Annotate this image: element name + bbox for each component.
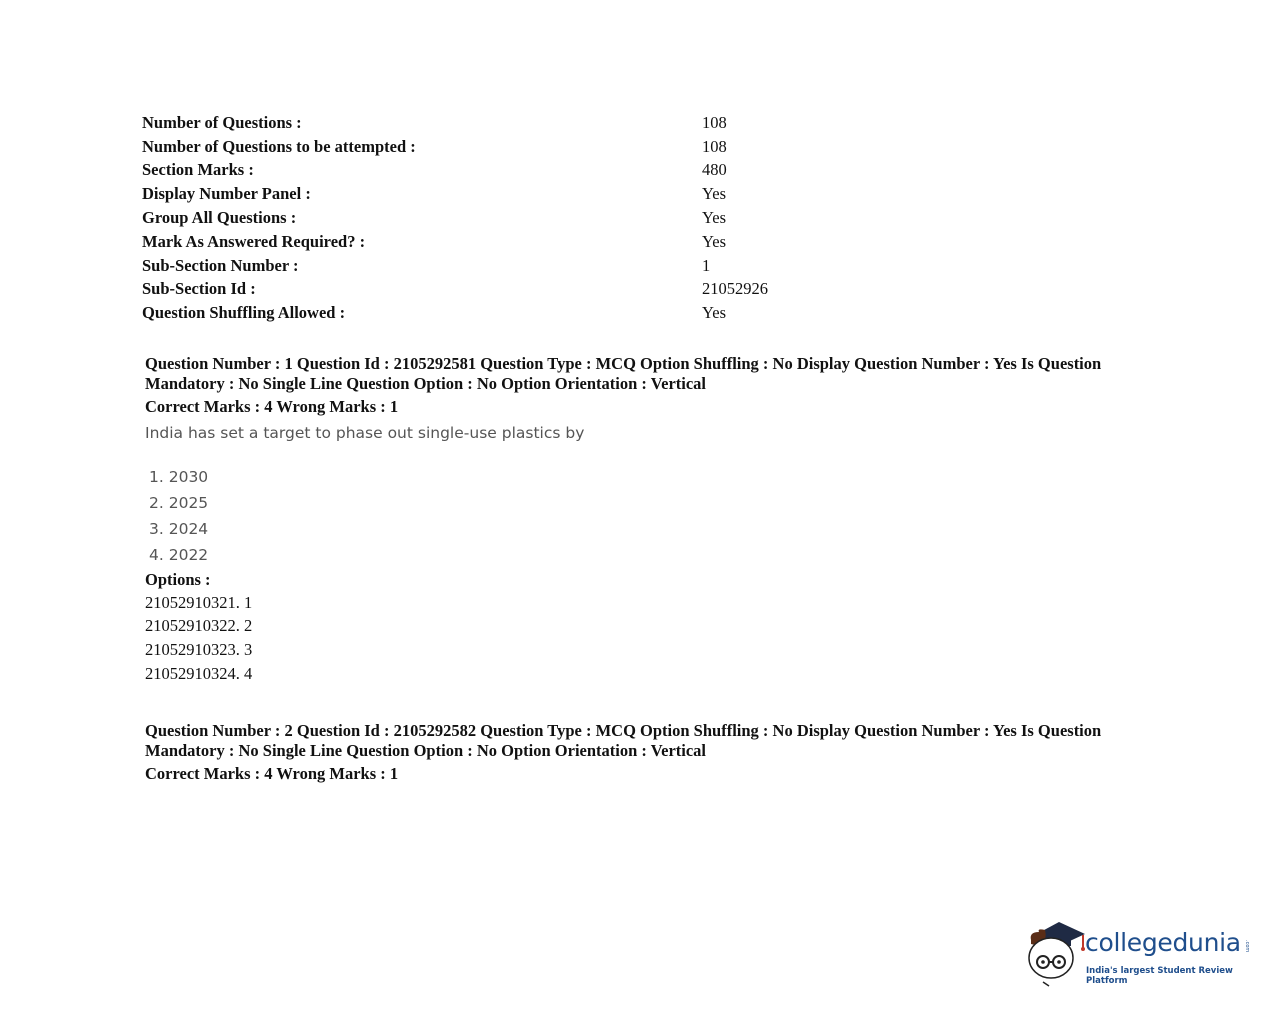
info-value: 21052926 — [702, 279, 768, 299]
choice-list — [149, 464, 1155, 568]
info-value: 1 — [702, 255, 711, 275]
info-label: Sub-Section Number : — [142, 255, 299, 275]
question-1 — [145, 354, 1155, 686]
info-value: 108 — [702, 112, 727, 132]
section-info-row — [142, 206, 842, 230]
info-label: Sub-Section Id : — [142, 279, 256, 299]
question-marks: Correct Marks : 4 Wrong Marks : 1 — [145, 764, 399, 783]
info-value: 108 — [702, 136, 727, 156]
info-label: Question Shuffling Allowed : — [142, 303, 346, 323]
options-title: Options : — [145, 569, 211, 589]
logo-name: collegedunia — [1085, 928, 1241, 957]
info-label: Number of Questions : — [142, 112, 302, 132]
option-id-line: 21052910323. 3 — [145, 640, 253, 660]
section-info-table — [142, 111, 842, 325]
choice-item: 1. 2030 — [149, 467, 209, 486]
info-label: Section Marks : — [142, 160, 254, 180]
collegedunia-logo — [1025, 918, 1260, 988]
logo-tagline: India's largest Student Review Platform — [1086, 966, 1233, 986]
option-id-line: 21052910322. 2 — [145, 616, 253, 636]
question-2 — [145, 721, 1155, 784]
section-info-row — [142, 230, 842, 254]
section-info-row — [142, 135, 842, 159]
info-value: Yes — [702, 231, 727, 251]
info-label: Display Number Panel : — [142, 184, 311, 204]
mascot-icon — [1025, 918, 1085, 988]
info-label: Group All Questions : — [142, 208, 297, 228]
info-label: Number of Questions to be attempted : — [142, 136, 416, 156]
section-info-row — [142, 254, 842, 278]
info-value: 480 — [702, 160, 727, 180]
logo-dotcom: .com — [1244, 940, 1250, 953]
section-info-row — [142, 111, 842, 135]
info-value: Yes — [702, 208, 727, 228]
section-info-row — [142, 278, 842, 302]
choice-item: 2. 2025 — [149, 493, 209, 512]
section-info-row — [142, 159, 842, 183]
option-id-line: 21052910324. 4 — [145, 663, 253, 683]
question-text: India has set a target to phase out single-use plastics by — [145, 423, 585, 442]
choice-item: 3. 2024 — [149, 519, 209, 538]
info-value: Yes — [702, 184, 727, 204]
question-header: Question Number : 1 Question Id : 2105292581 Question Type : MCQ Option Shuffling : No Display Question Number : Yes Is Question Mandatory : No Single Line Question Option : No Option Orientation : Vertical — [145, 354, 1102, 393]
section-info-row — [142, 301, 842, 325]
question-header: Question Number : 2 Question Id : 2105292582 Question Type : MCQ Option Shuffling : No Display Question Number : Yes Is Question Mandatory : No Single Line Question Option : No Option Orientation : Vertical — [145, 721, 1102, 760]
choice-item: 4. 2022 — [149, 545, 209, 564]
section-info-row — [142, 182, 842, 206]
info-label: Mark As Answered Required? : — [142, 231, 366, 251]
info-value: Yes — [702, 303, 727, 323]
question-marks: Correct Marks : 4 Wrong Marks : 1 — [145, 397, 399, 416]
option-id-line: 21052910321. 1 — [145, 592, 253, 612]
